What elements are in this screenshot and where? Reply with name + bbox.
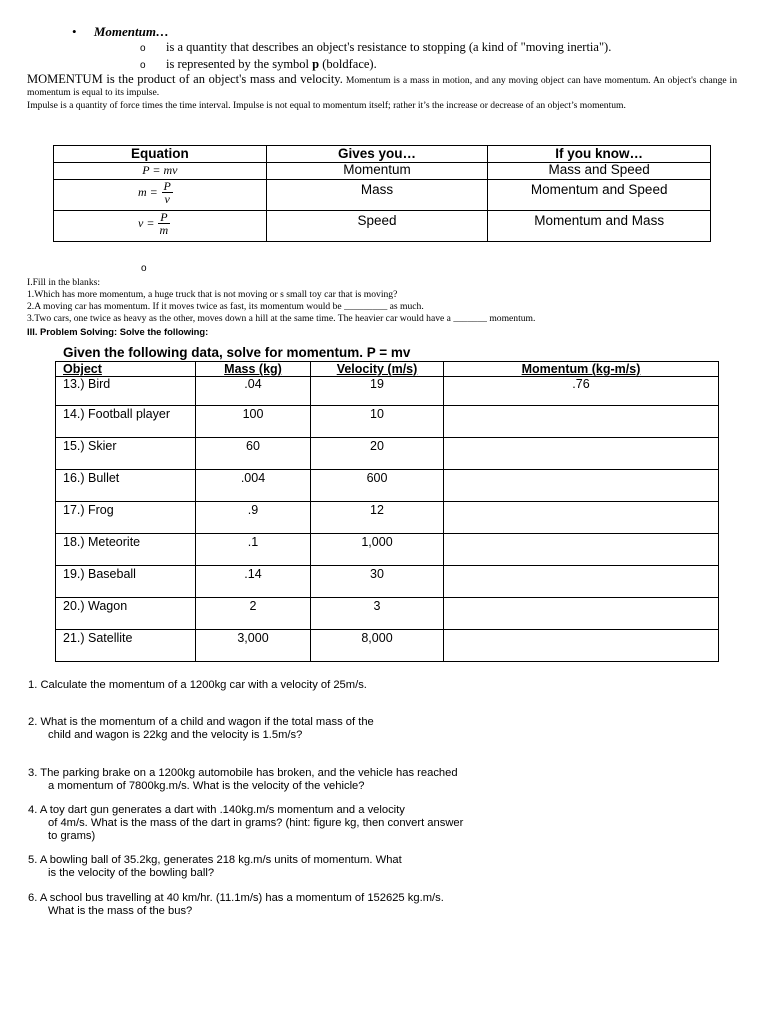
equation-mass-lhs: m = — [138, 185, 158, 200]
equation-speed-fraction — [158, 211, 169, 236]
question-number: 5. — [28, 854, 38, 866]
momentum-cell — [444, 502, 719, 534]
bullet-marker: • — [72, 24, 77, 39]
momentum-definition — [27, 73, 737, 99]
problem-solving-title: III. Problem Solving: Solve the following: — [27, 326, 209, 337]
object-cell: 16.) Bullet — [56, 470, 196, 502]
header-velocity: Velocity (m/s) — [311, 362, 444, 377]
question-continuation: child and wagon is 22kg and the velocity is 1.5m/s? — [48, 729, 303, 741]
equation-momentum: P = mv — [142, 163, 178, 177]
sub-item-text: is represented by the symbol — [166, 57, 310, 71]
momentum-cell — [444, 406, 719, 438]
mass-cell: 100 — [196, 406, 311, 438]
equation-row — [54, 211, 711, 242]
question-continuation: is the velocity of the bowling ball? — [48, 867, 215, 879]
question-number: 3. — [28, 767, 38, 779]
equation-mass-fraction — [162, 180, 173, 205]
momentum-cell — [444, 630, 719, 662]
question-text: A school bus travelling at 40 km/hr. (11.1m/s) has a momentum of 152625 kg.m/s. — [39, 892, 444, 904]
momentum-cell: .76 — [444, 377, 719, 406]
table-row — [56, 406, 719, 438]
question-text: A bowling ball of 35.2kg, generates 218 kg.m/s units of momentum. What — [39, 854, 402, 866]
question-continuation: to grams) — [48, 830, 96, 842]
definition-rest: Momentum is a mass in motion, and any moving object can have momentum. An object's change in momentum is equal to its impulse. — [27, 75, 738, 98]
velocity-cell: 20 — [311, 438, 444, 470]
momentum-table-header — [56, 362, 719, 377]
know-cell: Mass and Speed — [488, 163, 711, 180]
question-6 — [28, 892, 444, 918]
mass-cell: .1 — [196, 534, 311, 566]
fill-blanks-title: I.Fill in the blanks: — [27, 277, 101, 288]
table-row — [56, 566, 719, 598]
sub-marker: o — [140, 60, 146, 71]
table-row — [56, 630, 719, 662]
mass-cell: 60 — [196, 438, 311, 470]
object-cell: 17.) Frog — [56, 502, 196, 534]
mass-cell: .14 — [196, 566, 311, 598]
question-2 — [28, 716, 374, 742]
question-5 — [28, 854, 402, 880]
object-cell: 15.) Skier — [56, 438, 196, 470]
table-row — [56, 534, 719, 566]
know-cell: Momentum and Speed — [488, 180, 711, 211]
momentum-cell — [444, 598, 719, 630]
question-number: 1. — [28, 679, 38, 691]
question-number: 2. — [28, 716, 38, 728]
fraction-denominator: v — [164, 192, 170, 206]
impulse-paragraph: Impulse is a quantity of force times the time interval. Impulse is not equal to momentum itself; rather it’s the increase or decrease of an object’s momentum. — [27, 100, 626, 111]
question-text: Calculate the momentum of a 1200kg car with a velocity of 25m/s. — [40, 679, 367, 691]
object-cell: 19.) Baseball — [56, 566, 196, 598]
momentum-title: Momentum… — [93, 24, 169, 39]
gives-cell: Mass — [266, 180, 488, 211]
gives-cell: Speed — [266, 211, 488, 242]
velocity-cell: 19 — [311, 377, 444, 406]
table-row — [56, 377, 719, 406]
equation-row — [54, 180, 711, 211]
sub-marker: o — [141, 263, 147, 274]
momentum-table-heading: Given the following data, solve for momentum. P = mv — [63, 345, 411, 360]
question-4 — [28, 804, 463, 843]
object-cell: 13.) Bird — [56, 377, 196, 406]
velocity-cell: 600 — [311, 470, 444, 502]
question-number: 6. — [28, 892, 38, 904]
definition-lead: MOMENTUM is the product of an object's mass and velocity. — [27, 72, 343, 86]
mass-cell: .9 — [196, 502, 311, 534]
velocity-cell: 3 — [311, 598, 444, 630]
momentum-cell — [444, 566, 719, 598]
object-cell: 20.) Wagon — [56, 598, 196, 630]
table-row — [56, 598, 719, 630]
sub-item-2 — [140, 57, 377, 72]
symbol-note: (boldface). — [322, 57, 377, 71]
sub-marker: o — [140, 43, 146, 54]
gives-cell: Momentum — [266, 163, 488, 180]
table-row — [56, 470, 719, 502]
fill-blank-item-2: 2.A moving car has momentum. If it moves twice as fast, its momentum would be _________ as much. — [27, 301, 424, 312]
velocity-cell: 1,000 — [311, 534, 444, 566]
question-text: The parking brake on a 1200kg automobile has broken, and the vehicle has reached — [40, 767, 458, 779]
momentum-cell — [444, 470, 719, 502]
velocity-cell: 30 — [311, 566, 444, 598]
mass-cell: .04 — [196, 377, 311, 406]
header-know: If you know… — [488, 146, 711, 163]
know-cell: Momentum and Mass — [488, 211, 711, 242]
table-row — [56, 438, 719, 470]
equation-table-header — [54, 146, 711, 163]
fraction-denominator: m — [159, 223, 169, 237]
sub-item-1 — [140, 40, 611, 55]
header-mass: Mass (kg) — [196, 362, 311, 377]
header-equation: Equation — [54, 146, 267, 163]
equation-speed-lhs: v = — [138, 216, 155, 231]
question-text: What is the momentum of a child and wagon if the total mass of the — [40, 716, 374, 728]
symbol-p: p — [312, 57, 320, 71]
object-cell: 21.) Satellite — [56, 630, 196, 662]
mass-cell: 2 — [196, 598, 311, 630]
momentum-cell — [444, 438, 719, 470]
fill-blank-item-1: 1.Which has more momentum, a huge truck that is not moving or s small toy car that is moving? — [27, 289, 398, 300]
sub-item-text: is a quantity that describes an object's resistance to stopping (a kind of "moving inertia"). — [166, 40, 612, 54]
header-gives: Gives you… — [266, 146, 488, 163]
mass-cell: 3,000 — [196, 630, 311, 662]
momentum-table — [55, 361, 719, 662]
equation-row — [54, 163, 711, 180]
question-number: 4. — [28, 804, 38, 816]
question-continuation: What is the mass of the bus? — [48, 905, 193, 917]
table-row — [56, 502, 719, 534]
fraction-numerator: P — [163, 179, 171, 193]
question-1 — [28, 679, 367, 692]
velocity-cell: 10 — [311, 406, 444, 438]
object-cell: 14.) Football player — [56, 406, 196, 438]
momentum-cell — [444, 534, 719, 566]
fill-blank-item-3: 3.Two cars, one twice as heavy as the other, moves down a hill at the same time. The heavier car would have a _______ momentum. — [27, 313, 536, 324]
question-continuation: of 4m/s. What is the mass of the dart in grams? (hint: figure kg, then convert answer — [48, 817, 464, 829]
question-text: A toy dart gun generates a dart with .140kg.m/s momentum and a velocity — [39, 804, 405, 816]
object-cell: 18.) Meteorite — [56, 534, 196, 566]
mass-cell: .004 — [196, 470, 311, 502]
question-3 — [28, 767, 458, 793]
velocity-cell: 12 — [311, 502, 444, 534]
momentum-heading — [72, 24, 169, 40]
header-object: Object — [56, 362, 196, 377]
fraction-numerator: P — [160, 210, 168, 224]
velocity-cell: 8,000 — [311, 630, 444, 662]
question-continuation: a momentum of 7800kg.m/s. What is the velocity of the vehicle? — [48, 780, 365, 792]
header-momentum: Momentum (kg-m/s) — [444, 362, 719, 377]
equation-table — [53, 145, 711, 242]
